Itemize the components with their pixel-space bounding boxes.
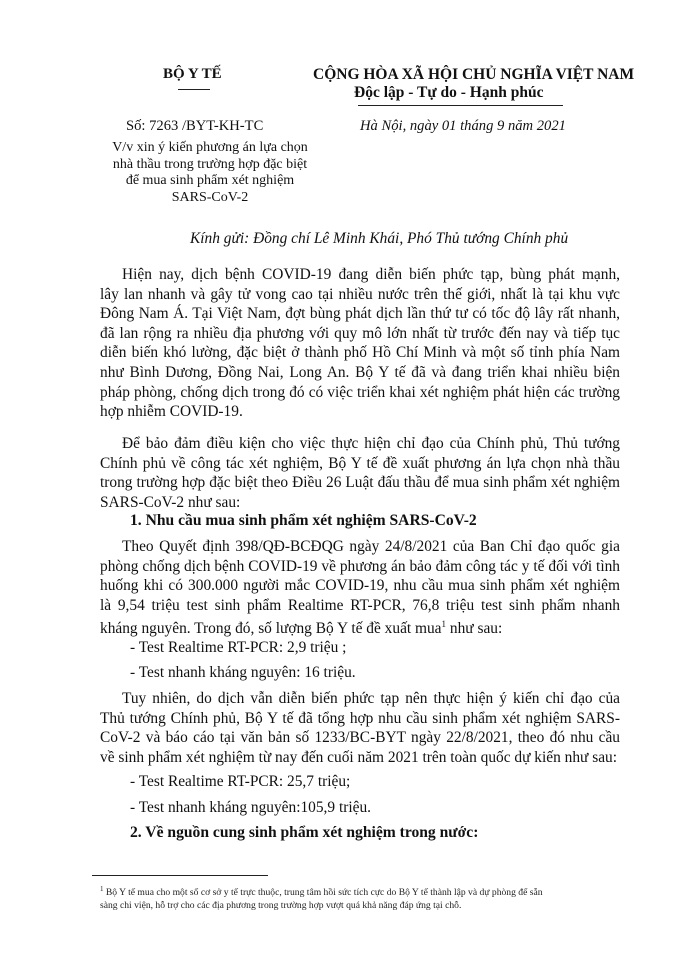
footnote-marker: 1 <box>100 885 104 893</box>
paragraph-intro <box>100 265 620 422</box>
paragraph-line: đã lan rộng ra nhiều địa phương với quy mô lớn nhất từ trước đến nay và tiếp tục <box>100 324 620 342</box>
footnote-separator <box>92 875 268 876</box>
paragraph-line: về sinh phẩm xét nghiệm từ nay đến cuối năm 2021 trên toàn quốc dự kiến như sau: <box>100 748 617 766</box>
paragraph-line: trong trường hợp đặc biệt theo Điều 26 Luật đấu thầu để mua sinh phẩm xét nghiệm <box>100 474 620 492</box>
document-number: Số: 7263 /BYT-KH-TC <box>126 118 264 134</box>
subject-line: để mua sinh phẩm xét nghiệm <box>125 173 295 188</box>
footnote <box>100 883 626 912</box>
subject-line: V/v xin ý kiến phương án lựa chọn <box>112 140 308 155</box>
country-name: CỘNG HÒA XÃ HỘI CHỦ NGHĨA VIỆT NAM <box>313 66 635 83</box>
footnote-line: sàng chi viện, hỗ trợ cho các địa phương trong trường hợp vượt quá khả năng đáp ứng tại chỗ. <box>100 900 462 912</box>
subject-line: nhà thầu trong trường hợp đặc biệt <box>112 156 308 172</box>
footnote-reference[interactable]: 1 <box>441 619 447 630</box>
paragraph-line: Theo Quyết định 398/QĐ-BCĐQG ngày 24/8/2021 của Ban Chỉ đạo quốc gia <box>122 538 620 555</box>
section-1-title: 1. Nhu cầu mua sinh phẩm xét nghiệm SARS-CoV-2 <box>130 512 477 529</box>
paragraph-line: lây lan nhanh và gây tử vong cao tại nhiều nước trên thế giới, nhất là tại khu vực <box>100 285 620 303</box>
paragraph-line: Đông Nam Á. Tại Việt Nam, đợt bùng phát dịch lần thứ tư có tốc độ lây rất nhanh, <box>100 305 620 323</box>
paragraph-text: như sau: <box>446 620 503 638</box>
paragraph-line: Tuy nhiên, do dịch vẫn diễn biến phức tạp nên thực hiện ý kiến chỉ đạo của <box>122 690 620 707</box>
ministry-name: BỘ Y TẾ <box>163 66 222 82</box>
paragraph-line: như Bình Dương, Đồng Nai, Long An. Bộ Y tế đã và đang triển khai nhiều biện <box>100 363 620 381</box>
paragraph-line <box>100 615 620 639</box>
paragraph-line: Hiện nay, dịch bệnh COVID-19 đang diễn biến phức tạp, bùng phát mạnh, <box>122 266 620 283</box>
place-date: Hà Nội, ngày 01 tháng 9 năm 2021 <box>360 118 566 134</box>
paragraph-text: kháng nguyên. Trong đó, số lượng Bộ Y tế đề xuất mua <box>100 620 442 638</box>
bullet-item: - Test Realtime RT-PCR: 25,7 triệu; <box>130 773 351 790</box>
subject-line: SARS-CoV-2 <box>171 189 249 205</box>
bullet-item: - Test nhanh kháng nguyên:105,9 triệu. <box>130 799 371 816</box>
recipient-line: Kính gửi: Đồng chí Lê Minh Khái, Phó Thủ tướng Chính phủ <box>190 230 569 247</box>
ministry-underline <box>178 89 210 90</box>
footnote-text: Bộ Y tế mua cho một số cơ sở y tế trực thuộc, trung tâm hồi sức tích cực do Bộ Y tế thành lập và dự phòng để sẵn <box>103 887 543 899</box>
paragraph-line: Chính phủ về công tác xét nghiệm, Bộ Y tế đề xuất phương án lựa chọn nhà thầu <box>100 454 620 472</box>
paragraph-line: huống khi có 300.000 người mắc COVID-19, nhu cầu mua sinh phẩm xét nghiệm <box>100 577 620 595</box>
paragraph-line: là 9,54 triệu test sinh phẩm Realtime RT-PCR, 76,8 triệu test sinh phẩm nhanh <box>100 596 620 614</box>
bullet-item: - Test Realtime RT-PCR: 2,9 triệu ; <box>130 639 347 656</box>
paragraph-line: CoV-2 và báo cáo tại văn bản số 1233/BC-BYT ngày 22/8/2021, theo đó nhu cầu <box>100 729 620 747</box>
bullet-item: - Test nhanh kháng nguyên: 16 triệu. <box>130 664 356 681</box>
motto-underline <box>358 105 563 106</box>
paragraph-line: SARS-CoV-2 như sau: <box>100 493 241 511</box>
section-2-title: 2. Về nguồn cung sinh phẩm xét nghiệm trong nước: <box>130 824 479 841</box>
paragraph-proposal <box>100 434 620 512</box>
paragraph-line: Thủ tướng Chính phủ, Bộ Y tế đã tổng hợp nhu cầu sinh phẩm xét nghiệm SARS- <box>100 709 620 727</box>
document-subject <box>110 140 310 206</box>
paragraph-line: pháp phòng, chống dịch trong đó có việc triển khai xét nghiệm phát hiện các trường <box>100 383 620 401</box>
paragraph-demand <box>100 537 620 639</box>
paragraph-line: Để bảo đảm điều kiện cho việc thực hiện chỉ đạo của Chính phủ, Thủ tướng <box>122 435 620 452</box>
paragraph-line: hợp nhiễm COVID-19. <box>100 403 243 421</box>
paragraph-updated-demand <box>100 689 620 767</box>
paragraph-line: diễn biến khó lường, đặc biệt ở thành phố Hồ Chí Minh và một số tỉnh phía Nam <box>100 344 620 362</box>
paragraph-line: phòng chống dịch bệnh COVID-19 về phương án bảo đảm công tác y tế đối với tình <box>100 557 620 575</box>
footnote-line <box>100 883 626 899</box>
national-motto: Độc lập - Tự do - Hạnh phúc <box>354 84 544 101</box>
